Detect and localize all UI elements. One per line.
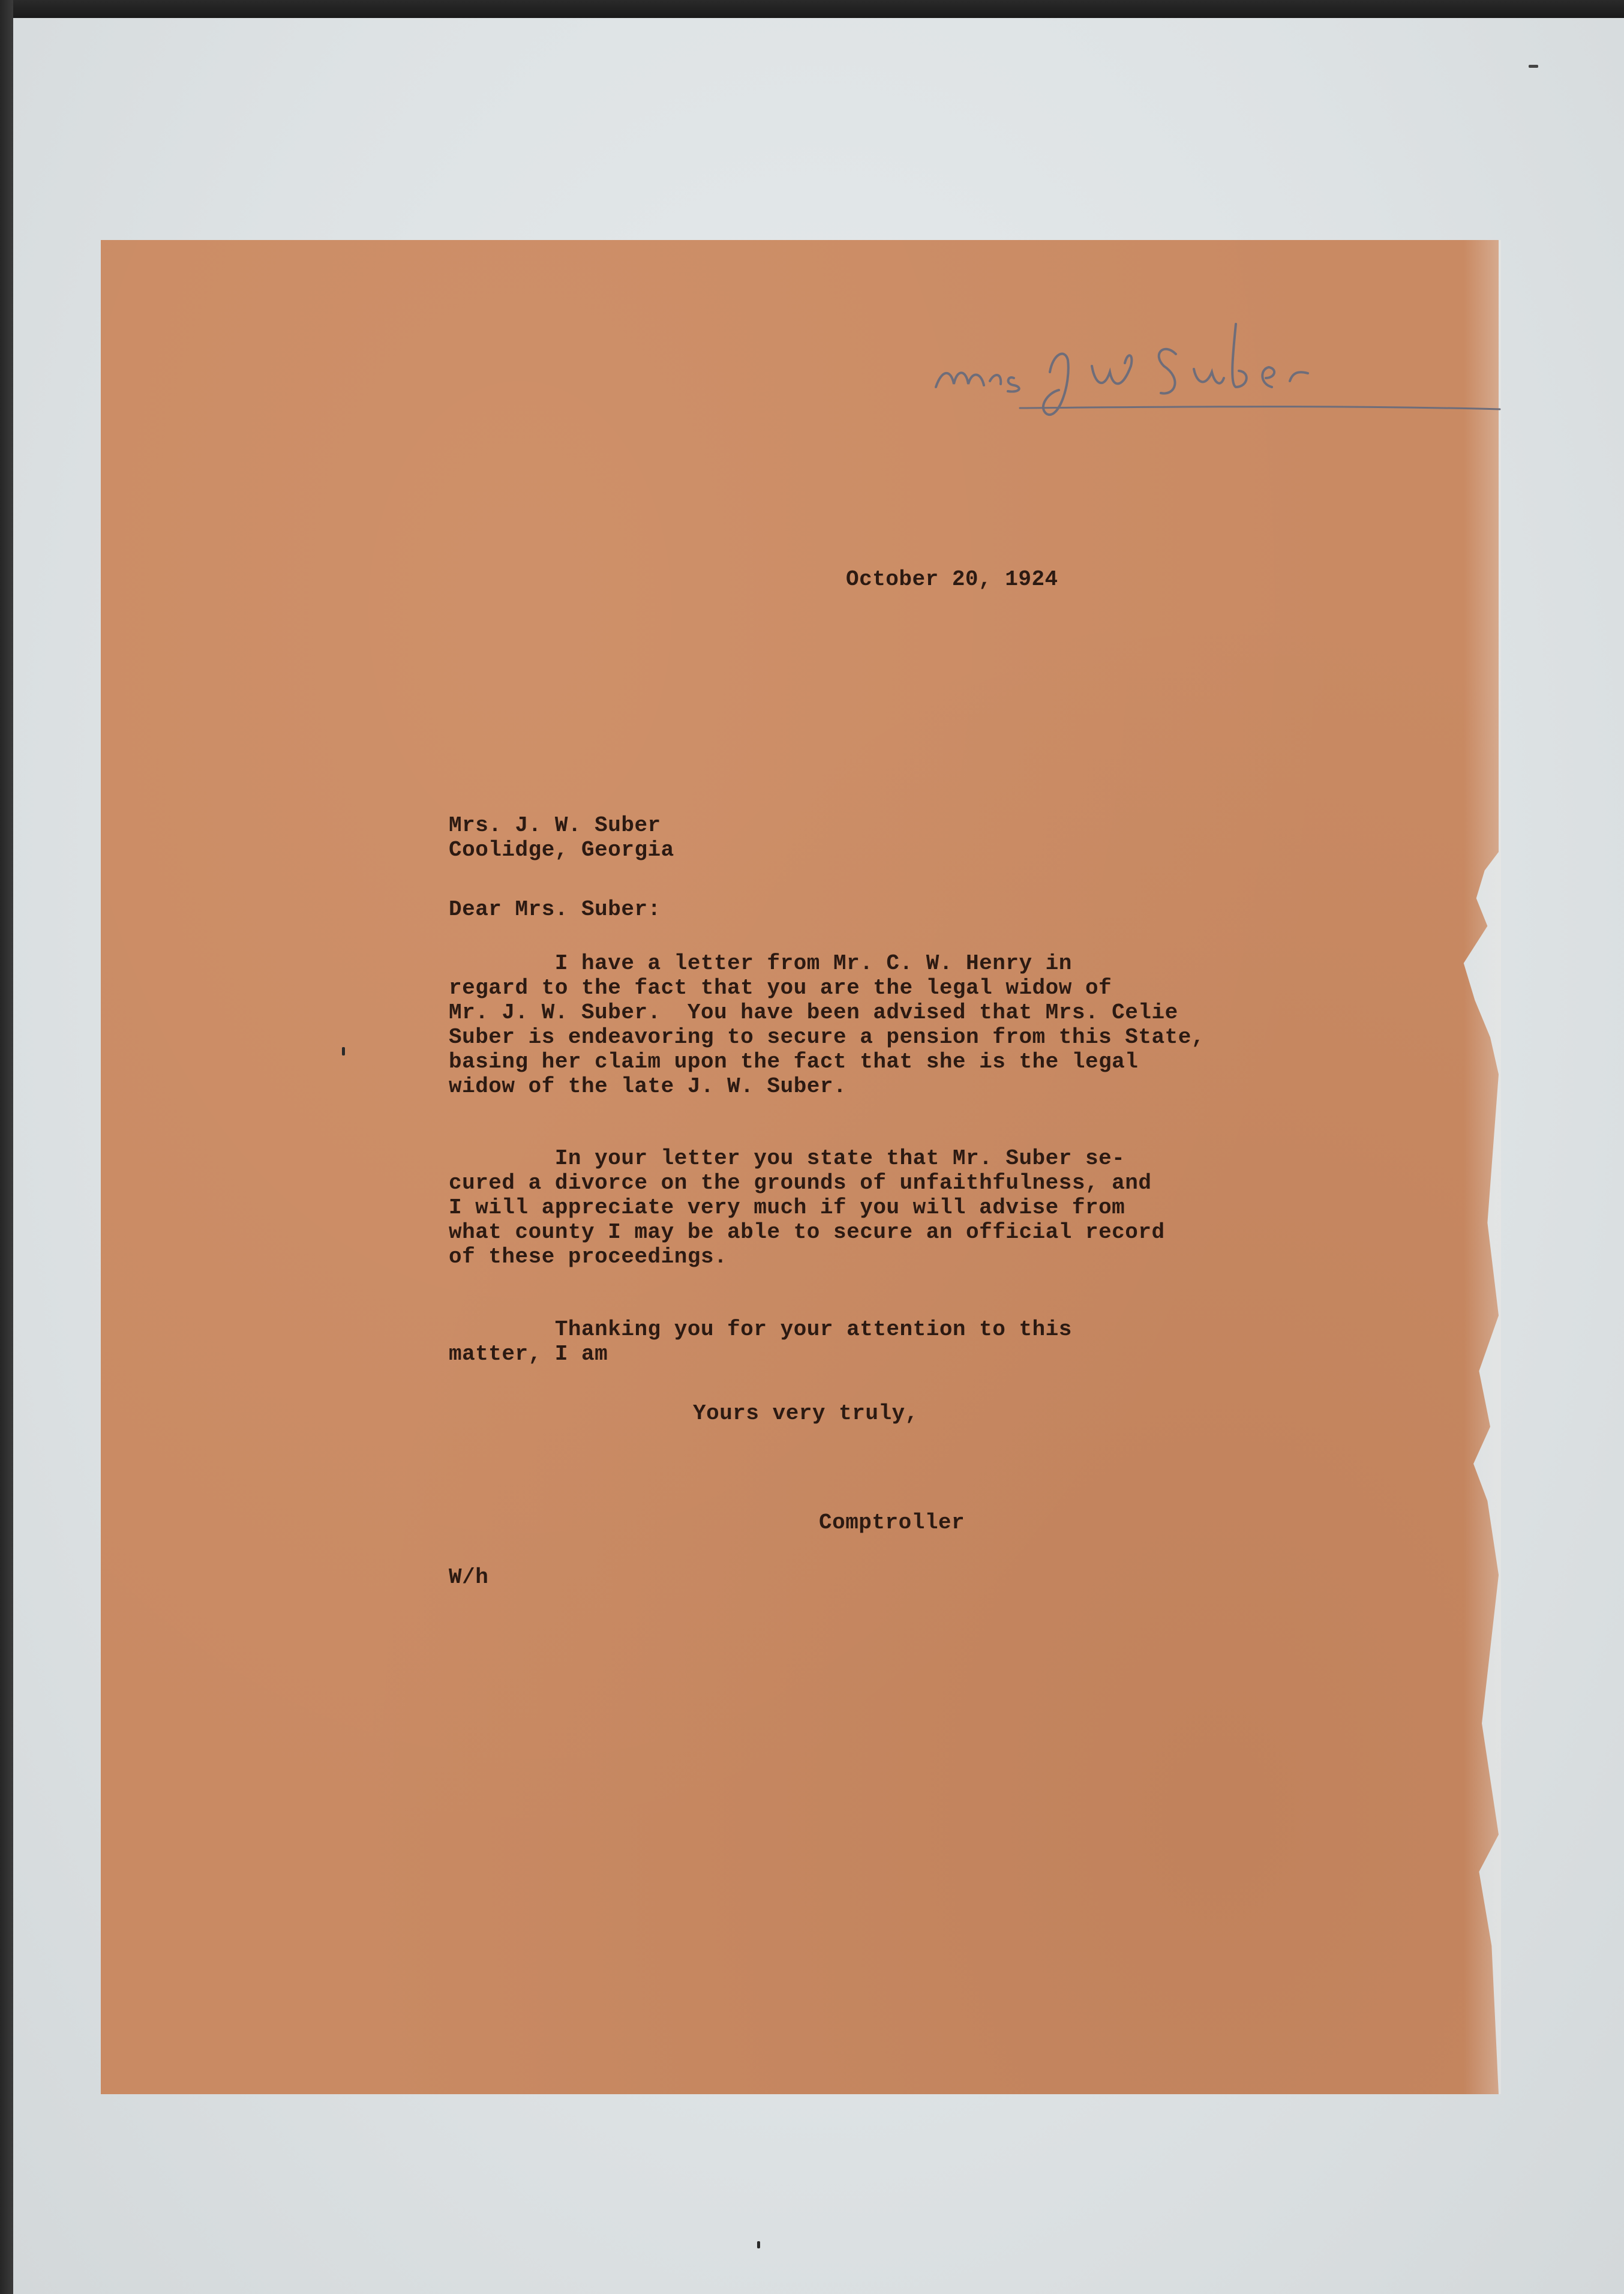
paragraph-line: regard to the fact that you are the legal widow of <box>449 976 1112 1000</box>
scan-speck <box>757 2241 760 2248</box>
paragraph-line: widow of the late J. W. Suber. <box>449 1074 847 1099</box>
paragraph-line: matter, I am <box>449 1342 608 1366</box>
body-paragraph-3 <box>449 1317 1072 1366</box>
typist-initials: W/h <box>449 1565 489 1590</box>
paragraph-line: of these proceedings. <box>449 1245 728 1269</box>
scanner-frame-left <box>0 0 13 2294</box>
recipient-location: Coolidge, Georgia <box>449 838 674 862</box>
letter-date: October 20, 1924 <box>846 567 1058 592</box>
handwritten-annotation <box>924 264 1512 444</box>
paragraph-line: what county I may be able to secure an official record <box>449 1220 1165 1245</box>
paragraph-line: cured a divorce on the grounds of unfaithfulness, and <box>449 1171 1152 1195</box>
paragraph-line: I will appreciate very much if you will advise from <box>449 1195 1125 1220</box>
body-paragraph-1 <box>449 951 1205 1099</box>
scanner-frame-top <box>0 0 1624 18</box>
paragraph-line: basing her claim upon the fact that she is the legal <box>449 1049 1139 1074</box>
salutation: Dear Mrs. Suber: <box>449 897 661 922</box>
paragraph-line: Mr. J. W. Suber. You have been advised that Mrs. Celie <box>449 1000 1178 1025</box>
margin-mark <box>342 1047 345 1055</box>
closing: Yours very truly, <box>693 1401 918 1426</box>
paragraph-line: In your letter you state that Mr. Suber se- <box>449 1146 1125 1171</box>
recipient-name: Mrs. J. W. Suber <box>449 813 661 838</box>
paragraph-line: I have a letter from Mr. C. W. Henry in <box>449 951 1072 976</box>
scan-speck <box>1529 65 1538 68</box>
signature-title: Comptroller <box>819 1510 965 1535</box>
paragraph-line: Suber is endeavoring to secure a pension from this State, <box>449 1025 1205 1049</box>
body-paragraph-2 <box>449 1146 1165 1269</box>
paragraph-line: Thanking you for your attention to this <box>449 1317 1072 1342</box>
